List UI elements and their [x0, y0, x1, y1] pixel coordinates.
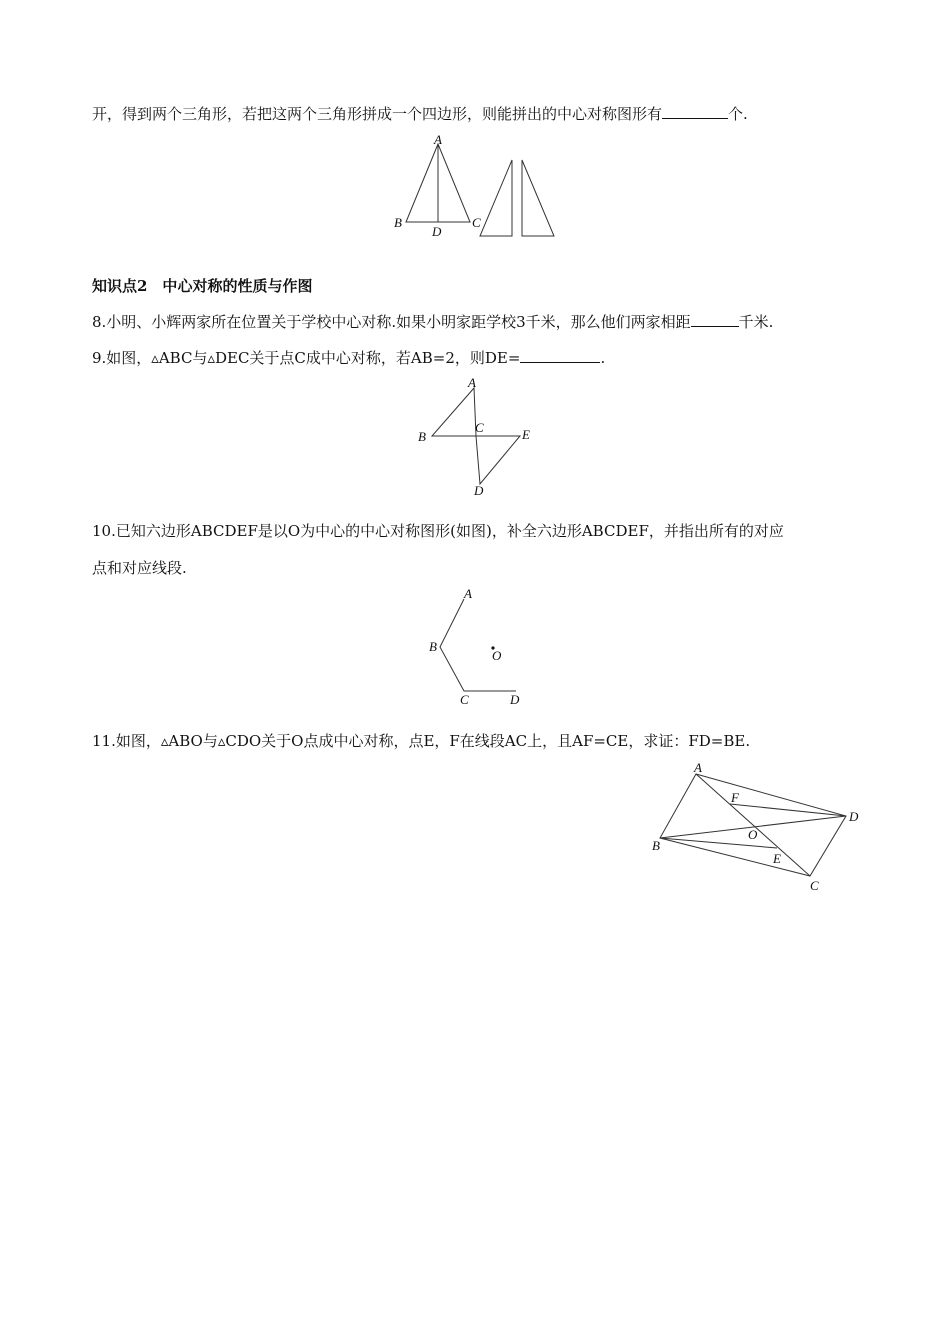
label-b: B [429, 639, 437, 654]
label-b: B [394, 215, 402, 230]
q8-text-after: 千米. [738, 313, 774, 331]
label-o: O [492, 648, 502, 663]
label-c: C [472, 215, 481, 230]
label-d: D [432, 224, 442, 239]
label-a: A [434, 132, 442, 147]
answer-blank[interactable] [691, 312, 739, 327]
segment-be [660, 838, 777, 848]
question-11: 11.如图，▵ABO与▵CDO关于O点成中心对称，点E，F在线段AC上，且AF=CE，求证：FD=BE. [92, 732, 751, 750]
question-10-line-1: 10.已知六边形ABCDEF是以O为中心的中心对称图形(如图)，补全六边形ABCDEF，并指出所有的对应 [92, 522, 784, 540]
label-o: O [748, 827, 758, 842]
section-heading: 知识点2 中心对称的性质与作图 [92, 277, 313, 295]
answer-blank[interactable] [520, 348, 600, 363]
label-d: D [849, 809, 859, 824]
label-d: D [474, 483, 484, 498]
segment-fd [730, 804, 846, 816]
label-e: E [773, 851, 781, 866]
label-b: B [418, 429, 426, 444]
question-9 [92, 348, 605, 368]
question-8 [92, 312, 773, 332]
label-c: C [475, 420, 484, 435]
half-triangle-right [522, 160, 554, 236]
label-a: A [468, 375, 476, 390]
q9-text-after: . [600, 349, 606, 367]
label-c: C [460, 692, 469, 707]
label-b: B [652, 838, 660, 853]
q7-text-after: 个. [728, 105, 748, 123]
triangle-abc [432, 388, 476, 436]
label-a: A [464, 586, 472, 601]
triangle-dec [476, 436, 520, 484]
q7-text-before: 开，得到两个三角形，若把这两个三角形拼成一个四边形，则能拼出的中心对称图形有 [92, 105, 663, 123]
figure-11 [640, 758, 870, 896]
label-c: C [810, 878, 819, 893]
label-d: D [510, 692, 520, 707]
question-10-line-2: 点和对应线段. [92, 559, 187, 577]
q9-text-before: 9.如图，▵ABC与▵DEC关于点C成中心对称，若AB=2，则DE= [92, 349, 521, 367]
diagonal-ac [696, 774, 810, 876]
partial-hexagon [440, 599, 516, 691]
label-f: F [731, 790, 739, 805]
figure-10 [420, 584, 530, 710]
label-a: A [694, 760, 702, 775]
half-triangle-left [480, 160, 512, 236]
q8-text-before: 8.小明、小辉两家所在位置关于学校中心对称.如果小明家距学校3千米，那么他们两家相距 [92, 313, 691, 331]
question-7-tail [92, 104, 748, 124]
answer-blank[interactable] [662, 104, 728, 119]
label-e: E [522, 427, 530, 442]
figure-7 [388, 132, 568, 242]
figure-9 [412, 374, 542, 500]
